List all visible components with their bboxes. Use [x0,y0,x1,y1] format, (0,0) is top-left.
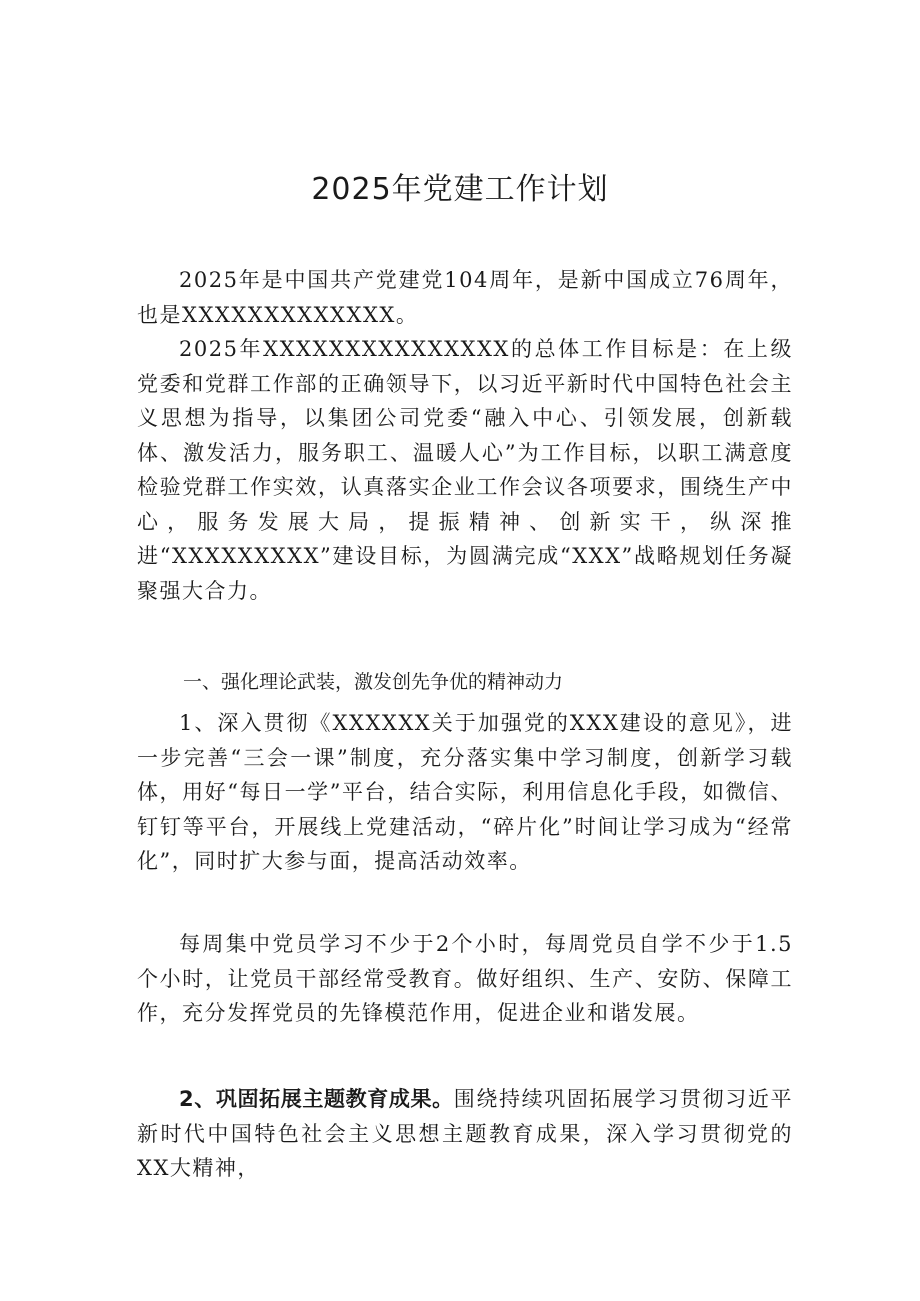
section-1-paragraph-2: 每周集中党员学习不少于2个小时，每周党员自学不少于1.5个小时，让党员干部经常受教育。做好组织、生产、安防、保障工作，充分发挥党员的先锋模范作用，促进企业和谐发展。 [137,932,793,1025]
document-title: 2025年党建工作计划 [311,172,609,207]
intro-block [137,263,793,608]
section-2-lead: 2、巩固拓展主题教育成果。 [179,1087,454,1111]
intro-paragraph-2: 2025年XXXXXXXXXXXXXXX的总体工作目标是：在上级党委和党群工作部的正确领导下，以习近平新时代中国特色社会主义思想为指导，以集团公司党委“融入中心、引领发展，创新载体、激发活力，服务职工、温暖人心”为工作目标，以职工满意度检验党群工作实效，认真落实企业工作会议各项要求，围绕生产中心，服务发展大局，提振精神、创新实干，纵深推进“XXXXXXXXX”建设目标，为圆满完成“XXX”战略规划任务凝聚强大合力。 [137,337,793,603]
section-2-block [137,1082,793,1186]
section-1-paragraph-1: 1、深入贯彻《XXXXXX关于加强党的XXX建设的意见》，进一步完善“三会一课”制度，充分落实集中学习制度，创新学习载体，用好“每日一学”平台，结合实际，利用信息化手段，如微信、钉钉等平台，开展线上党建活动，“碎片化”时间让学习成为“经常化”，同时扩大参与面，提高活动效率。 [137,711,793,873]
section-1-block-2 [137,927,793,1031]
section-2-paragraph [137,1082,793,1186]
section-1-heading: 一、强化理论武装，激发创先争优的精神动力 [183,671,564,693]
section-1-block [137,706,793,879]
intro-paragraph-1: 2025年是中国共产党建党104周年，是新中国成立76周年，也是XXXXXXXXXXXXX。 [137,268,793,327]
section-2-text: 围绕持续巩固拓展学习贯彻习近平新时代中国特色社会主义思想主题教育成果，深入学习贯彻党的XX大精神， [137,1087,793,1180]
